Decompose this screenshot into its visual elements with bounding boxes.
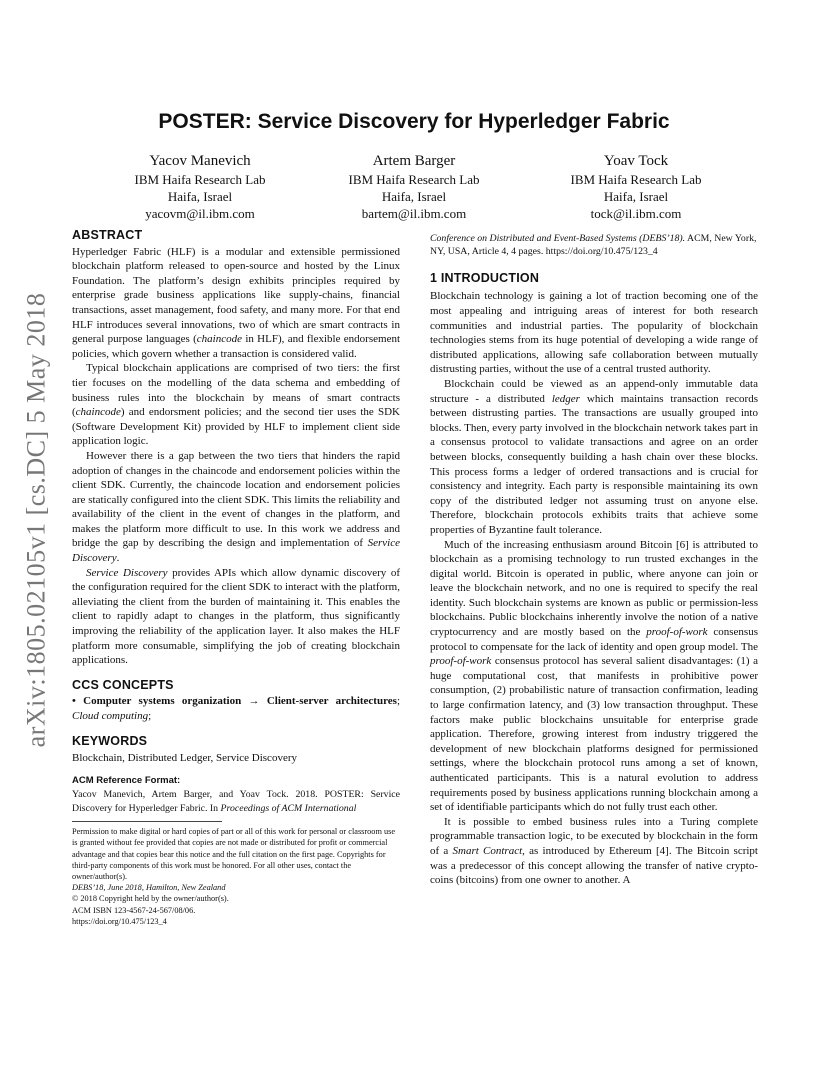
permission-notice <box>72 826 400 927</box>
author-block <box>90 152 310 222</box>
conference-line: DEBS’18, June 2018, Hamilton, New Zealand <box>72 883 226 893</box>
copyright-line: © 2018 Copyright held by the owner/author(s). <box>72 894 229 904</box>
author-location: Haifa, Israel <box>381 189 447 204</box>
acm-reference-heading: ACM Reference Format: <box>72 774 181 786</box>
author-affiliation: IBM Haifa Research Lab <box>570 172 702 187</box>
ccs-heading: CCS CONCEPTS <box>72 677 174 692</box>
author-location: Haifa, Israel <box>603 189 669 204</box>
left-column <box>72 228 400 927</box>
author-block <box>304 152 524 222</box>
intro-paragraph: It is possible to embed business rules into a Turing complete programmable transaction logic, to be executed by blockchain in the form of a Smart Contract, as introduced by Ethereum [4]. The Bitcoin script was a predecessor of this concept allowing the transfer of native crypto-coins (bitcoins) from one owner to another. A <box>430 815 758 887</box>
permission-text: Permission to make digital or hard copies of part or all of this work for personal or classroom use is granted without fee provided that copies are not made or distributed for profit or commercial advantage and that copies bear this notice and the full citation on the first page. Copyrights for third-party components of this work must be honored. For all other uses, contact the owner/author(s). <box>72 827 396 881</box>
intro-paragraph: Blockchain could be viewed as an append-only immutable data structure - a distributed ledger which maintains transaction records between distrusting parties. The transactions are usually grouped into blocks. Then, every party involved in the blockchain network takes part in a consensus protocol to validate transactions and agree on an order between blocks, consequently building a hash chain over these blocks. This process forms a ledger of ordered transactions and is crucial for consistency and integrity. Each party is responsible maintaining its own copy of the distributed ledger not assuming trust on anyone else. Therefore, blockchain protocols exhibits traits that achieve some properties of Byzantine fault tolerance. <box>430 377 758 536</box>
author-email: yacovm@il.ibm.com <box>145 206 255 221</box>
acm-reference-text: Yacov Manevich, Artem Barger, and Yoav Tock. 2018. POSTER: Service Discovery for Hyperledger Fabric. In Proceedings of ACM International <box>72 789 400 814</box>
abstract-paragraph: Typical blockchain applications are comprised of two tiers: the first tier focuses on the modelling of the data schema and embedding of business rules into the blockchain by means of smart contracts (chaincode) and endorsment policies; and the second tier uses the SDK (Software Development Kit) provided by HLF to implement client side application logic. <box>72 362 400 448</box>
intro-paragraph: Blockchain technology is gaining a lot of traction becoming one of the most appealing and intriguing areas of interest for both research communities and industrial parties. The popularity of blockchain technologies stems from its huge potential of developing a wide range of distributed applications, allowing safe collaboration between mutually distrusting parties, without the use of a central trusted authority. <box>430 290 758 376</box>
intro-paragraph: Much of the increasing enthusiasm around Bitcoin [6] is attributed to blockchain as a promising technology to run trusted exchanges in the digital world. Bitcoin is operated in public, where anyone can join or leave the blockchain network, and no one is required to specify the real identity. Such blockchain systems are known as public or permission-less blockchains. Public blockchains inherently involve the notion of a native cryptocurrency and are mostly based on the proof-of-work consensus protocol to compensate for the lack of identity and open group model. The proof-of-work consensus protocol has several salient disadvantages: (1) a huge computational cost, that manifests in prohibitive power consumption, (2) probabilistic nature of transaction confirmation, leading to large confirmation latency, and (3) low transaction throughput. These factors make public blockchains unsuitable for enterprise grade application. Therefore, growing interest from industry triggered the development of new blockchain platforms designed for permissioned settings, where the blockchain protocol runs among a set of known, authenticated participants. This is a natural evolution to address requirements posed by business applications running blockchain among a set of identifiable participants which do not fully trust each other. <box>430 538 758 814</box>
author-name: Artem Barger <box>372 153 456 169</box>
author-affiliation: IBM Haifa Research Lab <box>134 172 266 187</box>
ccs-concepts: • Computer systems organization → Client-server architectures; Cloud computing; <box>72 695 400 722</box>
abstract-paragraph: Hyperledger Fabric (HLF) is a modular and extensible permissioned blockchain platform released to open-source and hosted by the Linux Foundation. The platform’s design exhibits principles required by enterprise grade business applications like supply-chains, financial transactions, asset management, food safety, and many more. For that end HLF introduces several innovations, two of which are smart contracts in general purpose languages (chaincode in HLF), and flexible endorsement policies, which govern whether a transaction is considered valid. <box>72 245 401 360</box>
author-affiliation: IBM Haifa Research Lab <box>348 172 480 187</box>
isbn-line: ACM ISBN 123-4567-24-567/08/06. <box>72 905 196 915</box>
author-email: tock@il.ibm.com <box>590 206 682 221</box>
doi-line: https://doi.org/10.475/123_4 <box>72 916 167 926</box>
arxiv-identifier-text: arXiv:1805.02105v1 [cs.DC] 5 May 2018 <box>21 292 50 748</box>
author-email: bartem@il.ibm.com <box>361 206 467 221</box>
keywords-text: Blockchain, Distributed Ledger, Service Discovery <box>72 752 297 765</box>
author-block <box>526 152 746 222</box>
right-column <box>430 232 758 888</box>
acm-reference-continuation: Conference on Distributed and Event-Based Systems (DEBS’18). ACM, New York, NY, USA, Article 4, 4 pages. https://doi.org/10.475/123_4 <box>430 233 757 258</box>
abstract-paragraph: Service Discovery provides APIs which allow dynamic discovery of the configuration required for the client SDK to interact with the platform, alleviating the client from the burden of maintaining it. This enables the client to rapidly adapt to changes in the platform, thus significantly improving the reliability of the application layer. It also makes the HLF platform more consumable, simplifying the job of creating blockchain applications. <box>72 566 400 667</box>
abstract-paragraph: However there is a gap between the two tiers that hinders the rapid adoption of changes in the chaincode and endorsement policies within the client SDK. Currently, the chaincode location and endorsement policies are statically configured into the client SDK. This limits the reliability and availability of the client in the event of changes in the platform, and makes the platform more difficult to use. In this work we address and bridge the gap by describing the design and implementation of Service Discovery. <box>72 449 400 565</box>
introduction-heading: 1 INTRODUCTION <box>430 270 540 285</box>
paper-title: POSTER: Service Discovery for Hyperledger Fabric <box>158 110 670 133</box>
arxiv-identifier <box>22 285 50 755</box>
footnote-divider <box>72 821 222 822</box>
author-name: Yacov Manevich <box>149 153 251 169</box>
abstract-heading: ABSTRACT <box>72 228 143 242</box>
keywords-heading: KEYWORDS <box>72 733 148 748</box>
author-name: Yoav Tock <box>603 153 669 169</box>
author-location: Haifa, Israel <box>167 189 233 204</box>
